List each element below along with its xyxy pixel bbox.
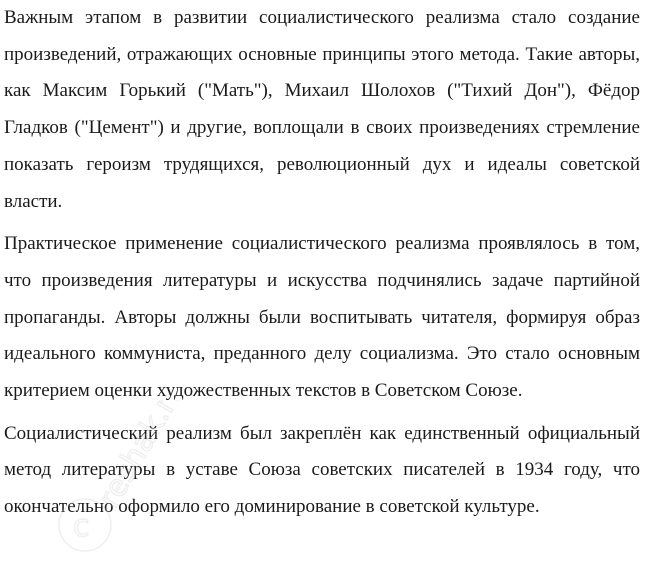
paragraph-3: Социалистический реализм был закреплён как единственный официальный метод литературы в уставе Союза советских писателей в 1934 году, что окончательно оформило его доминирование в советской культуре. [4, 422, 640, 518]
paragraph-1: Важным этапом в развитии социалистического реализма стало создание произведений, отражающих основные принципы этого метода. Такие авторы, как Максим Горький ("Мать"), Михаил Шолохов ("Тихий Дон"), Фёдор Гладков ("Цемент") и другие, воплощали в своих произведениях стремление показать героизм трудящихся, революционный дух и идеалы советской власти. [4, 7, 640, 212]
svg-text:reshak.ru: reshak.ru [91, 400, 193, 514]
document-body [4, 0, 640, 532]
paragraph-2: Практическое применение социалистического реализма проявлялось в том, что произведения литературы и искусства подчинялись задаче партийной пропаганды. Авторы должны были воспитывать читателя, формируя образ идеального коммуниста, преданного делу социализма. Это стало основным критерием оценки художественных текстов в Советском Союзе. [4, 233, 640, 402]
svg-text:c: c [73, 509, 90, 544]
